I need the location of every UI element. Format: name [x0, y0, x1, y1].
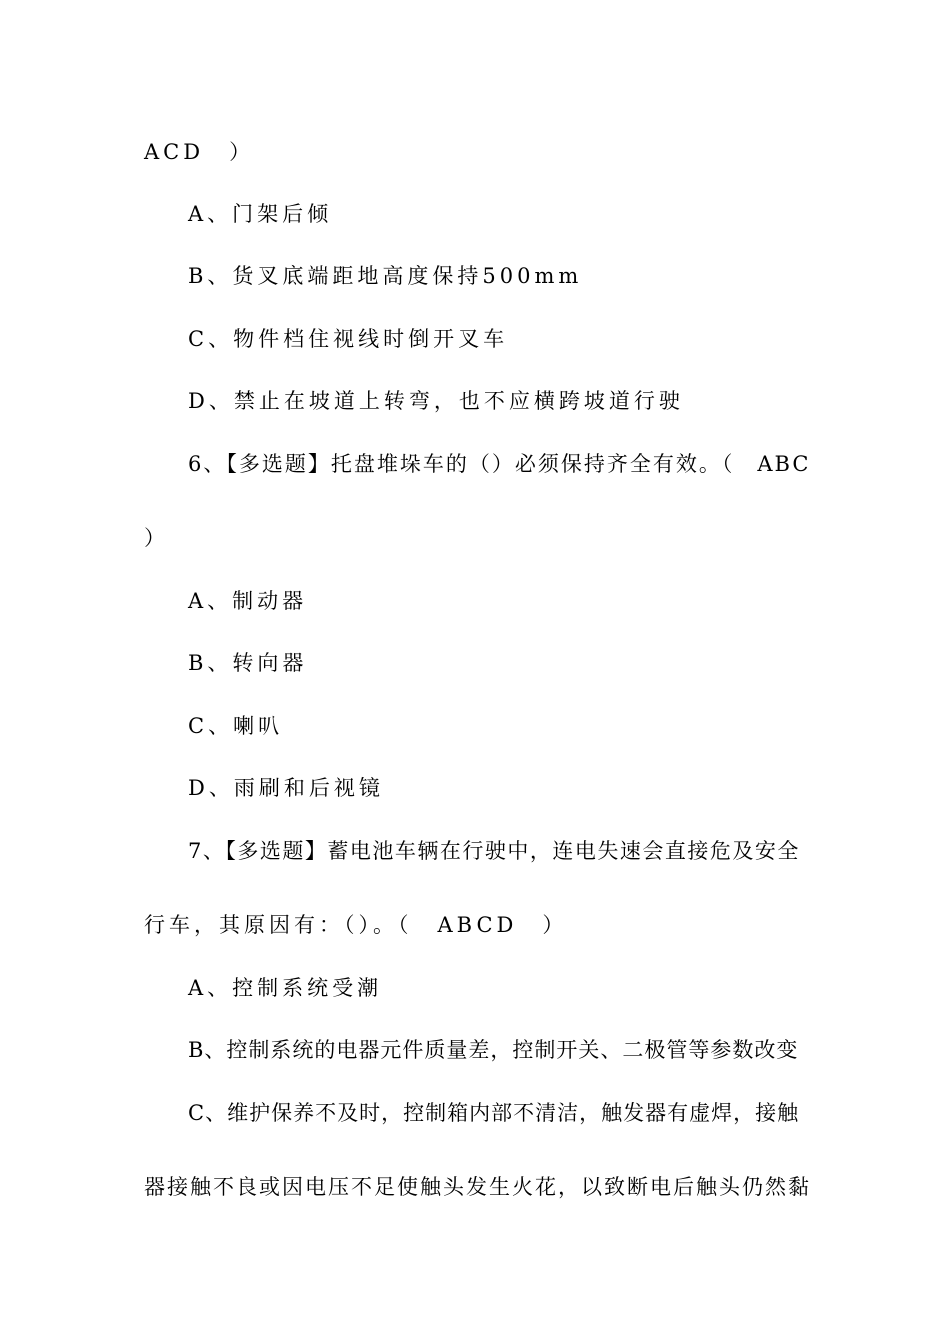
- q5-option-c: C、物件档住视线时倒开叉车: [188, 327, 509, 351]
- q7-option-c-continued: 器接触不良或因电压不足使触头发生火花，以致断电后触头仍然黏: [144, 1175, 811, 1199]
- q5-option-d: D、禁止在坡道上转弯，也不应横跨坡道行驶: [188, 389, 684, 413]
- q7-option-a: A、控制系统受潮: [188, 976, 383, 1000]
- q6-option-a: A、制动器: [188, 589, 308, 613]
- q7-stem-line2: 行车，其原因有：（）。（ ABCD ）: [144, 913, 568, 937]
- q6-option-b: B、转向器: [188, 651, 308, 675]
- q6-option-d: D、雨刷和后视镜: [188, 776, 384, 800]
- q6-stem-line2: ）: [144, 526, 169, 550]
- q7-stem-line1: 7、【多选题】蓄电池车辆在行驶中，连电失速会直接危及安全: [188, 839, 800, 863]
- q5-option-a: A、门架后倾: [188, 202, 333, 226]
- q6-option-c: C、喇叭: [188, 714, 284, 738]
- q6-stem-line1: 6、【多选题】托盘堆垛车的（）必须保持齐全有效。（ ABC: [188, 452, 811, 476]
- q7-option-c: C、维护保养不及时，控制箱内部不清洁，触发器有虚焊，接触: [188, 1101, 800, 1125]
- q7-option-b: B、控制系统的电器元件质量差，控制开关、二极管等参数改变: [188, 1038, 799, 1062]
- q5-option-b: B、货叉底端距地高度保持500mm: [188, 264, 583, 288]
- q5-answer-tail: ACD ）: [144, 140, 255, 164]
